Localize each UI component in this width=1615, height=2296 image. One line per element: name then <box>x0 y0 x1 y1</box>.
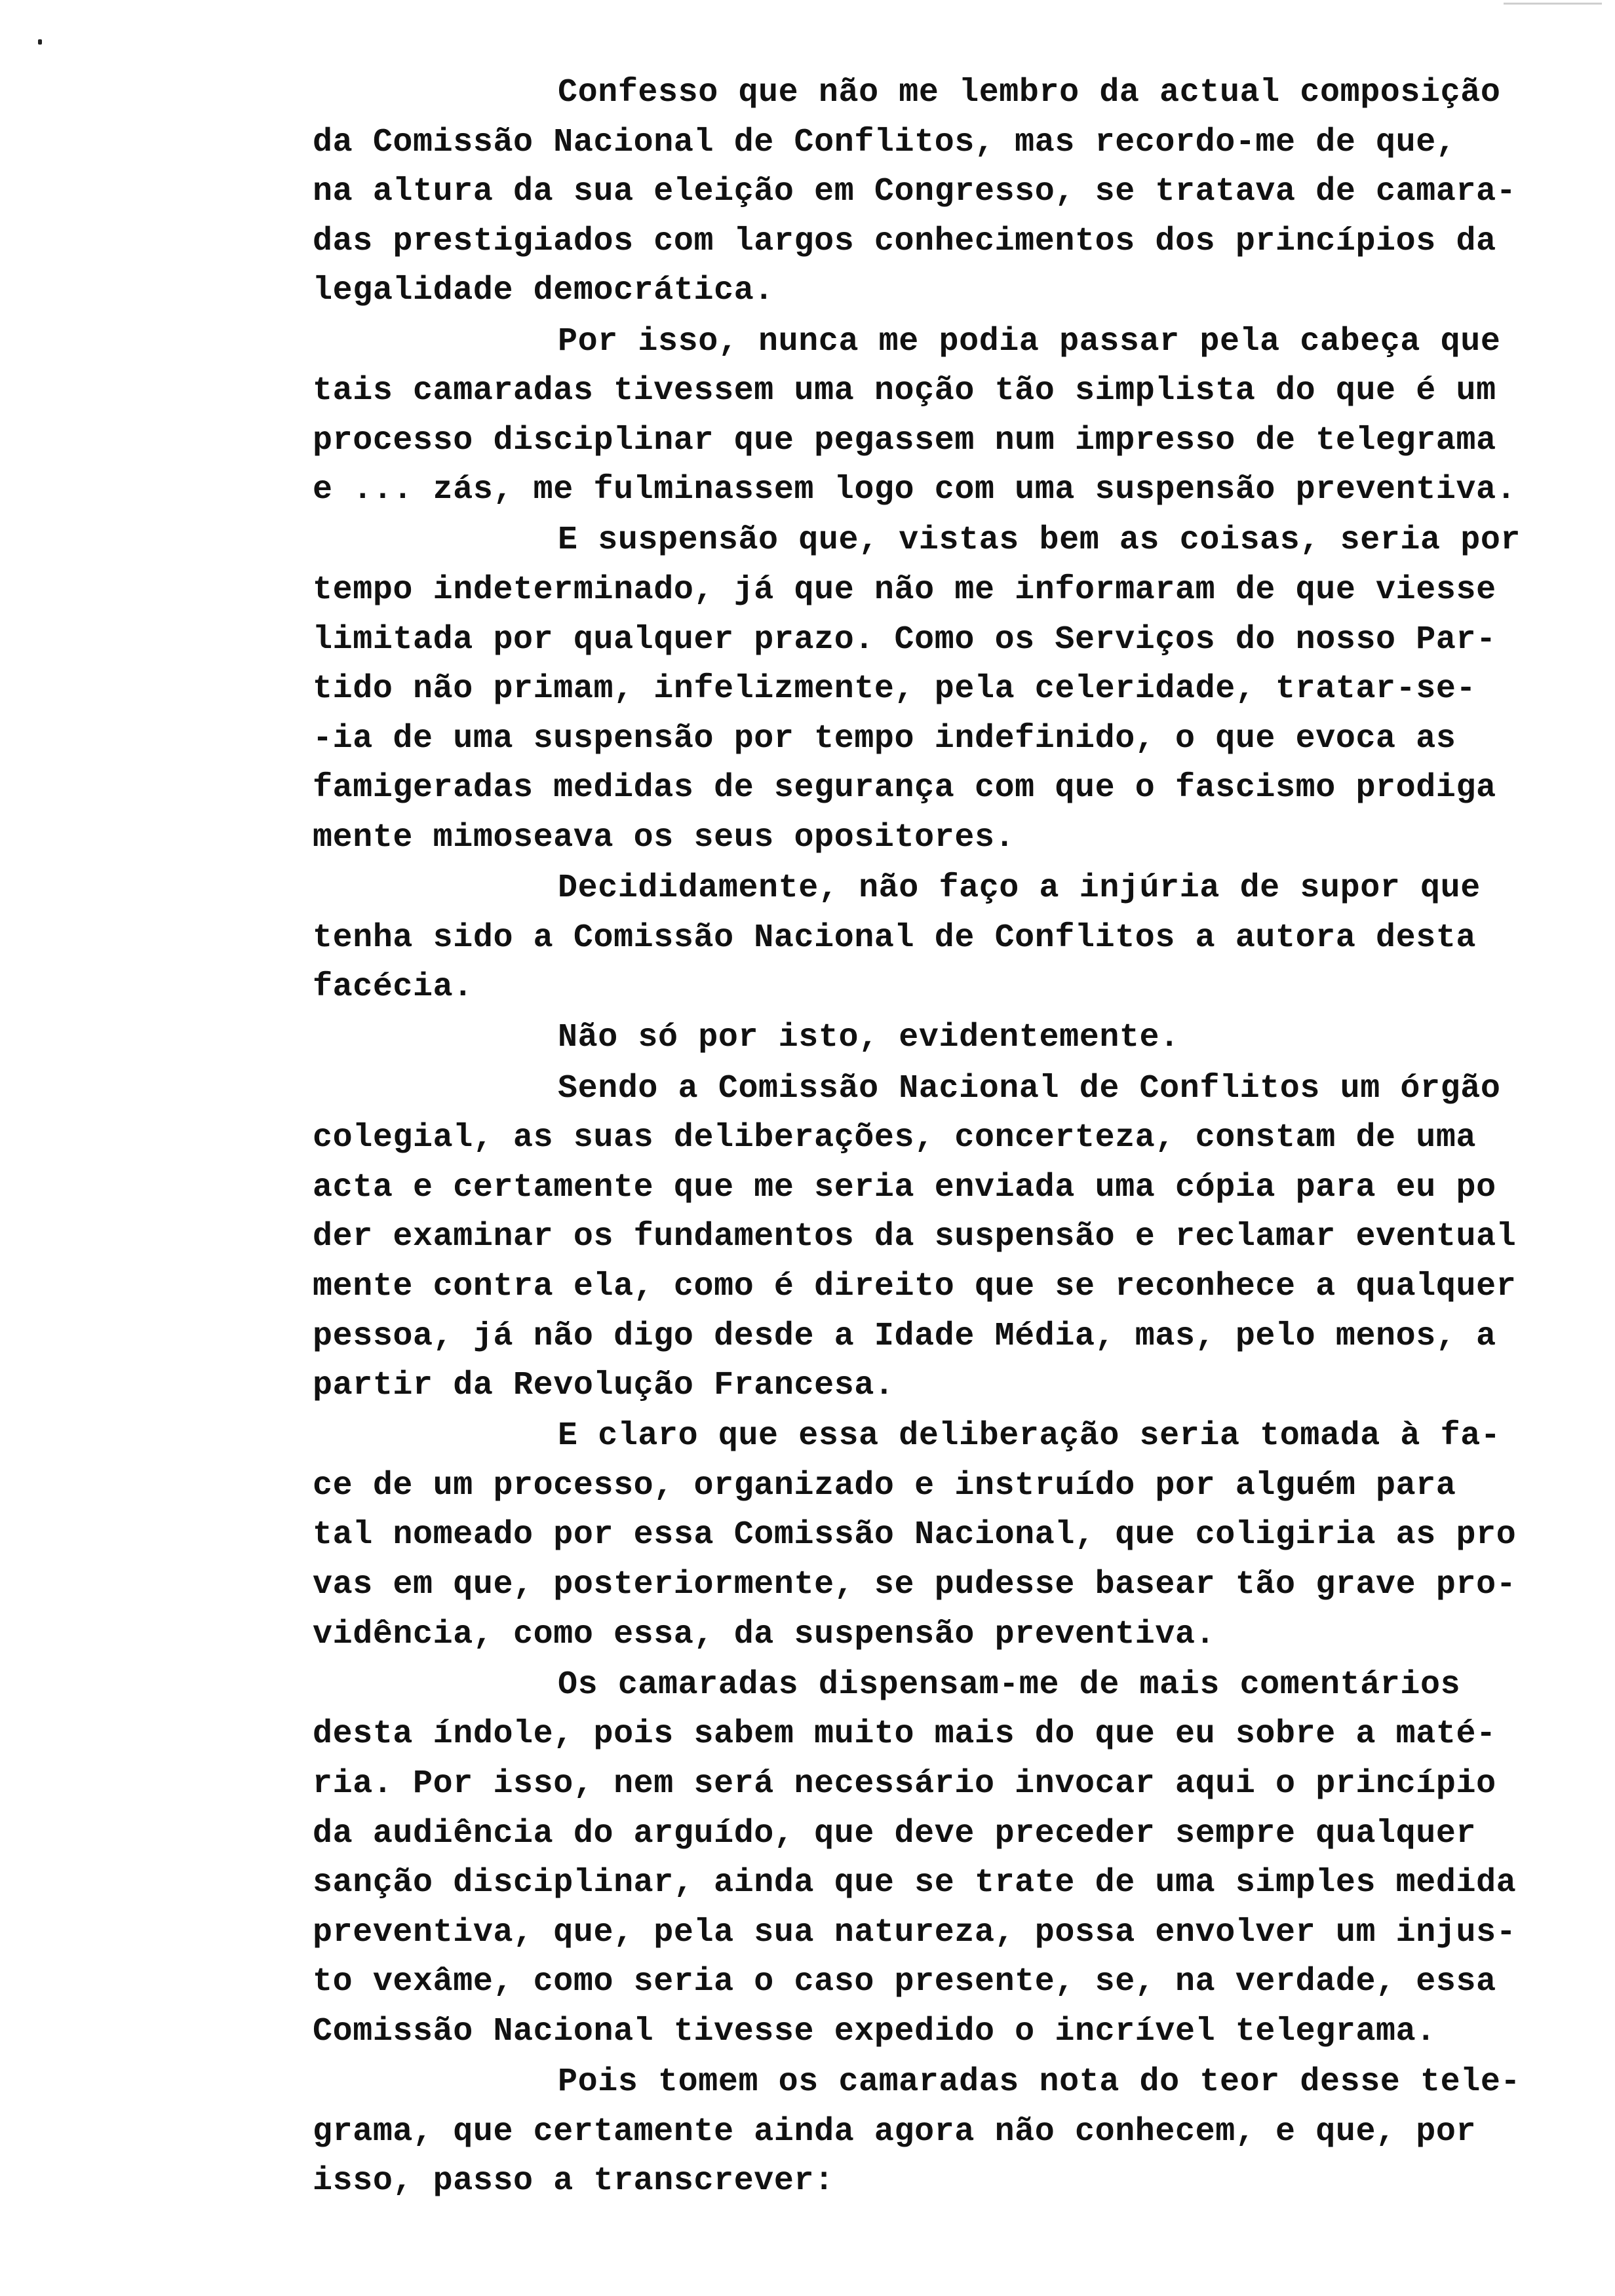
text-line: desta índole, pois sabem muito mais do que eu sobre a maté- <box>313 1715 1496 1753</box>
text-line: tais camaradas tivessem uma noção tão simplista do que é um <box>313 372 1496 410</box>
text-line: e ... zás, me fulminassem logo com uma suspensão preventiva. <box>313 471 1517 509</box>
text-line: tempo indeterminado, já que não me informaram de que viesse <box>313 571 1496 609</box>
paragraph-first-line: Sendo a Comissão Nacional de Conflitos um órgão <box>558 1069 1501 1107</box>
paragraph-first-line: Os camaradas dispensam-me de mais comentários <box>558 1666 1461 1704</box>
text-line: facécia. <box>313 968 473 1006</box>
text-line: der examinar os fundamentos da suspensão e reclamar eventual <box>313 1218 1517 1256</box>
paragraph-first-line: Confesso que não me lembro da actual composição <box>558 74 1501 111</box>
text-line: famigeradas medidas de segurança com que o fascismo prodiga <box>313 769 1496 807</box>
paragraph-first-line: E claro que essa deliberação seria tomada à fa- <box>558 1417 1501 1455</box>
paragraph-first-line: Pois tomem os camaradas nota do teor desse tele- <box>558 2063 1521 2101</box>
text-line: vidência, como essa, da suspensão preventiva. <box>313 1615 1216 1653</box>
text-line: acta e certamente que me seria enviada uma cópia para eu po <box>313 1168 1496 1206</box>
text-line: mente mimoseava os seus opositores. <box>313 819 1015 856</box>
ink-speck <box>38 39 42 45</box>
text-line: legalidade democrática. <box>313 272 774 310</box>
text-line: limitada por qualquer prazo. Como os Serviços do nosso Par- <box>313 621 1496 659</box>
text-line: grama, que certamente ainda agora não conhecem, e que, por <box>313 2113 1477 2151</box>
text-line: da audiência do arguído, que deve preceder sempre qualquer <box>313 1814 1477 1852</box>
paragraph-first-line: Decididamente, não faço a injúria de supor que <box>558 870 1481 908</box>
text-line: das prestigiados com largos conhecimentos dos princípios da <box>313 222 1496 260</box>
scan-edge-mark <box>1504 3 1602 5</box>
text-line: to vexâme, como seria o caso presente, se, na verdade, essa <box>313 1963 1496 2001</box>
text-line: tal nomeado por essa Comissão Nacional, que coligiria as pro <box>313 1516 1517 1554</box>
text-line: Comissão Nacional tivesse expedido o incrível telegrama. <box>313 2012 1436 2050</box>
paragraph-first-line: Não só por isto, evidentemente. <box>558 1019 1180 1057</box>
text-line: processo disciplinar que pegassem num impresso de telegrama <box>313 421 1496 459</box>
text-line: -ia de uma suspensão por tempo indefinido, o que evoca as <box>313 719 1456 757</box>
text-line: partir da Revolução Francesa. <box>313 1367 895 1405</box>
text-line: na altura da sua eleição em Congresso, se tratava de camara- <box>313 173 1517 211</box>
text-line: preventiva, que, pela sua natureza, possa envolver um injus- <box>313 1913 1517 1951</box>
text-line: colegial, as suas deliberações, concerteza, constam de uma <box>313 1119 1477 1157</box>
text-line: tenha sido a Comissão Nacional de Conflitos a autora desta <box>313 919 1477 957</box>
text-line: sanção disciplinar, ainda que se trate de uma simples medida <box>313 1864 1517 1902</box>
text-line: vas em que, posteriormente, se pudesse basear tão grave pro- <box>313 1566 1517 1603</box>
text-line: isso, passo a transcrever: <box>313 2162 834 2200</box>
text-line: pessoa, já não digo desde a Idade Média, mas, pelo menos, a <box>313 1317 1496 1355</box>
text-line: tido não primam, infelizmente, pela celeridade, tratar-se- <box>313 670 1477 708</box>
text-line: da Comissão Nacional de Conflitos, mas recordo-me de que, <box>313 123 1456 161</box>
text-line: ce de um processo, organizado e instruído por alguém para <box>313 1466 1456 1504</box>
paragraph-first-line: E suspensão que, vistas bem as coisas, seria por <box>558 522 1521 560</box>
paragraph-first-line: Por isso, nunca me podia passar pela cabeça que <box>558 322 1501 360</box>
text-line: mente contra ela, como é direito que se reconhece a qualquer <box>313 1267 1517 1305</box>
text-line: ria. Por isso, nem será necessário invocar aqui o princípio <box>313 1765 1496 1803</box>
